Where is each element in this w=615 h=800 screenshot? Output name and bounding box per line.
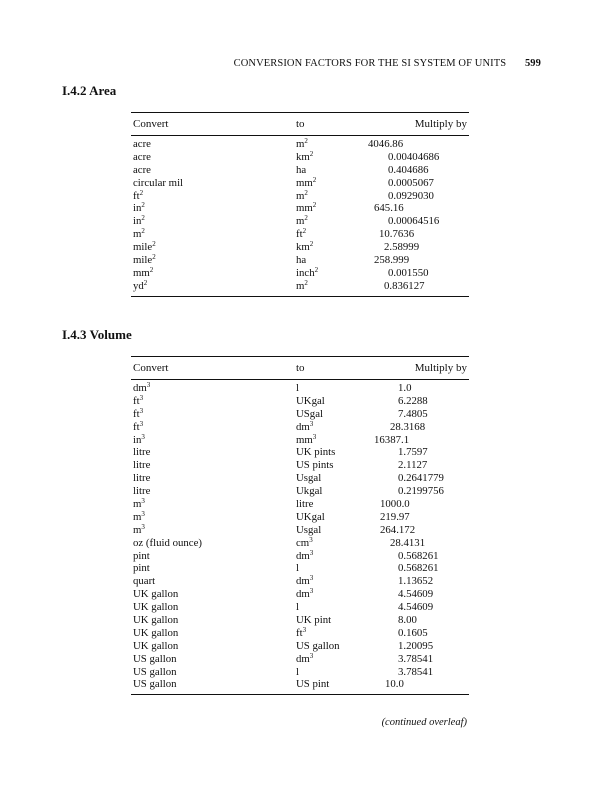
cell-multiply-by [388, 215, 439, 228]
cell-multiply-by [380, 511, 410, 524]
cell-multiply-by [388, 164, 429, 177]
cell-convert [133, 627, 178, 640]
cell-to [296, 678, 329, 691]
table-row [131, 241, 469, 254]
cell-to-text: ft [296, 626, 303, 639]
cell-to-text: km [296, 241, 310, 254]
cell-to-text: cm [296, 536, 310, 549]
table-body [131, 136, 469, 296]
cell-to-text: l [296, 665, 299, 678]
cell-multiply-by-text: 264.172 [380, 523, 416, 536]
cell-convert [133, 254, 156, 267]
cell-to [296, 459, 334, 472]
cell-to-text: Ukgal [296, 485, 323, 498]
table-row [131, 151, 469, 164]
cell-convert-text: oz (fluid ounce) [133, 536, 202, 549]
cell-to [296, 267, 318, 280]
cell-multiply-by-text: 1.0 [398, 382, 412, 394]
section-heading-volume: I.4.3 Volume [62, 327, 132, 342]
table-row [131, 177, 469, 190]
table-row [131, 472, 469, 485]
table-row [131, 550, 469, 563]
cell-to-exponent: 2 [309, 240, 314, 249]
cell-convert [133, 459, 150, 472]
cell-multiply-by [388, 151, 439, 164]
cell-convert [133, 228, 145, 241]
cell-to-text: ha [296, 163, 307, 176]
cell-multiply-by [388, 267, 429, 280]
cell-convert-exponent: 3 [141, 497, 145, 506]
cell-to-text: UKgal [296, 394, 325, 407]
cell-convert [133, 562, 150, 575]
table-row [131, 215, 469, 228]
cell-multiply-by [398, 640, 433, 653]
cell-convert-text: litre [133, 446, 151, 459]
cell-convert-text: ft [133, 420, 140, 433]
cell-convert [133, 138, 151, 151]
cell-convert-text: UK gallon [133, 614, 179, 627]
cell-to [296, 228, 306, 241]
cell-to [296, 550, 313, 563]
section-heading-area: I.4.2 Area [62, 83, 117, 98]
cell-multiply-by-text: 4.54609 [398, 588, 434, 601]
cell-multiply-by-text: 28.3168 [390, 420, 426, 433]
cell-to-text: m [296, 138, 305, 150]
cell-convert-exponent: 2 [139, 188, 144, 197]
cell-convert [133, 666, 177, 679]
cell-convert-text: m [133, 523, 142, 536]
cell-multiply-by-text: 0.0929030 [388, 189, 434, 202]
cell-to-text: m [296, 189, 305, 202]
cell-multiply-by-text: 4.54609 [398, 601, 434, 614]
cell-multiply-by [384, 241, 419, 254]
table-row [131, 408, 469, 421]
cell-to [296, 434, 316, 447]
cell-multiply-by-text: 2.1127 [398, 459, 428, 472]
table-row [131, 421, 469, 434]
cell-to [296, 485, 322, 498]
column-header-convert: Convert [133, 118, 169, 130]
table-row [131, 537, 469, 550]
cell-to [296, 562, 299, 575]
cell-convert-text: m [133, 498, 142, 511]
cell-to [296, 177, 316, 190]
cell-to-exponent: 3 [309, 587, 314, 596]
cell-to-text: Usgal [296, 472, 322, 485]
cell-convert-text: m [133, 510, 142, 523]
cell-convert-text: US gallon [133, 678, 177, 691]
cell-convert-text: acre [133, 163, 151, 176]
cell-to [296, 640, 340, 653]
cell-multiply-by-text: 16387.1 [374, 433, 410, 446]
cell-to-exponent: 3 [312, 432, 317, 441]
cell-multiply-by [398, 485, 444, 498]
cell-convert [133, 653, 177, 666]
cell-to-text: USgal [296, 407, 323, 420]
cell-multiply-by [398, 550, 439, 563]
column-header-to: to [296, 118, 305, 130]
cell-multiply-by-text: 10.0 [385, 678, 404, 691]
cell-to-text: mm [296, 176, 313, 189]
cell-multiply-by [374, 434, 409, 447]
table-row [131, 678, 469, 691]
cell-multiply-by [384, 280, 425, 293]
cell-to-text: US pint [296, 678, 330, 691]
cell-multiply-by [379, 228, 414, 241]
cell-to-text: Usgal [296, 523, 322, 536]
cell-convert-text: pint [133, 549, 150, 562]
cell-multiply-by-text: 3.78541 [398, 652, 434, 665]
cell-to-text: dm [296, 575, 310, 588]
table-row [131, 588, 469, 601]
cell-convert [133, 434, 145, 447]
running-head [0, 58, 541, 69]
cell-convert-exponent: 3 [139, 406, 144, 415]
table-header [131, 357, 469, 380]
cell-multiply-by-text: 1.20095 [398, 639, 434, 652]
cell-convert [133, 588, 178, 601]
cell-convert-text: litre [133, 459, 151, 472]
cell-to [296, 164, 306, 177]
cell-to-text: m [296, 279, 305, 292]
cell-multiply-by [390, 421, 425, 434]
cell-to-exponent: 2 [304, 137, 308, 145]
cell-to [296, 280, 308, 293]
cell-to [296, 421, 313, 434]
column-header-convert: Convert [133, 362, 169, 374]
cell-to-text: UK pint [296, 614, 332, 627]
cell-to [296, 614, 331, 627]
cell-to-exponent: 3 [309, 535, 313, 544]
cell-to-text: dm [296, 420, 310, 433]
cell-to [296, 588, 313, 601]
cell-convert [133, 575, 155, 588]
cell-multiply-by-text: 1.7597 [398, 446, 428, 459]
cell-to-text: dm [296, 652, 310, 665]
cell-to [296, 653, 313, 666]
cell-convert-exponent: 2 [141, 227, 145, 236]
cell-to-text: inch [296, 266, 315, 279]
cell-convert-text: UK gallon [133, 626, 179, 639]
cell-multiply-by-text: 0.00064516 [388, 215, 440, 228]
cell-to-text: ha [296, 254, 307, 267]
cell-to-exponent: 2 [312, 201, 317, 210]
cell-convert [133, 550, 150, 563]
table-row [131, 614, 469, 627]
cell-convert [133, 472, 150, 485]
continued-note: (continued overleaf) [381, 717, 467, 728]
cell-to-exponent: 2 [302, 227, 307, 236]
cell-multiply-by [385, 678, 404, 691]
cell-to-text: UK pints [296, 446, 336, 459]
table-row [131, 653, 469, 666]
cell-to-exponent: 3 [309, 419, 314, 428]
table-header [131, 113, 469, 136]
table-row [131, 498, 469, 511]
cell-convert-text: mm [133, 266, 150, 279]
cell-multiply-by [398, 382, 412, 395]
cell-to-exponent: 2 [314, 265, 319, 274]
cell-to [296, 382, 299, 395]
cell-convert-exponent: 3 [139, 419, 144, 428]
cell-multiply-by [390, 537, 425, 550]
table-row [131, 190, 469, 203]
running-head-title: CONVERSION FACTORS FOR THE SI SYSTEM OF UNITS [233, 58, 507, 69]
volume-table [131, 356, 469, 695]
cell-convert-text: litre [133, 472, 151, 485]
cell-multiply-by [398, 601, 433, 614]
cell-convert-exponent: 2 [152, 240, 156, 249]
cell-to [296, 537, 313, 550]
table-row [131, 202, 469, 215]
cell-multiply-by-text: 645.16 [374, 202, 404, 215]
cell-multiply-by [388, 190, 434, 203]
cell-to-text: dm [296, 549, 310, 562]
cell-convert [133, 280, 147, 293]
cell-multiply-by [398, 575, 433, 588]
table-row [131, 138, 469, 151]
cell-multiply-by [398, 614, 417, 627]
cell-convert-text: in [133, 433, 142, 446]
cell-convert-exponent: 3 [139, 393, 144, 402]
cell-convert [133, 395, 143, 408]
table-row [131, 382, 469, 395]
cell-convert [133, 511, 145, 524]
cell-to-exponent: 2 [309, 149, 314, 158]
cell-to-text: US gallon [296, 639, 340, 652]
cell-multiply-by [368, 138, 403, 151]
cell-multiply-by-text: 0.00404686 [388, 150, 440, 163]
cell-convert-text: UK gallon [133, 588, 179, 601]
cell-convert [133, 421, 143, 434]
cell-to [296, 446, 335, 459]
cell-to [296, 215, 308, 228]
cell-to [296, 138, 308, 151]
cell-multiply-by-text: 0.2199756 [398, 485, 444, 498]
cell-to-text: dm [296, 588, 310, 601]
cell-to-exponent: 3 [309, 548, 314, 557]
cell-multiply-by-text: 0.1605 [398, 626, 428, 639]
cell-convert-text: ft [133, 407, 140, 420]
table-row [131, 254, 469, 267]
cell-multiply-by-text: 0.568261 [398, 562, 439, 575]
cell-multiply-by [398, 459, 427, 472]
cell-multiply-by-text: 258.999 [374, 254, 410, 267]
cell-convert [133, 151, 151, 164]
table-row [131, 640, 469, 653]
cell-multiply-by [374, 254, 409, 267]
cell-convert-text: US gallon [133, 652, 177, 665]
cell-multiply-by-text: 1.13652 [398, 575, 434, 588]
cell-convert-text: circular mil [133, 176, 184, 189]
cell-to-exponent: 2 [304, 188, 308, 197]
table-row [131, 627, 469, 640]
table-row [131, 666, 469, 679]
cell-multiply-by-text: 219.97 [380, 510, 410, 523]
cell-convert-text: US gallon [133, 665, 177, 678]
cell-to-text: ft [296, 228, 303, 241]
table-row [131, 485, 469, 498]
cell-to-exponent: 2 [312, 175, 317, 184]
cell-multiply-by [398, 408, 428, 421]
cell-convert-text: mile [133, 254, 153, 267]
cell-multiply-by-text: 4046.86 [368, 138, 404, 150]
cell-convert [133, 640, 178, 653]
cell-to [296, 627, 306, 640]
cell-convert [133, 164, 151, 177]
cell-convert-text: litre [133, 485, 151, 498]
cell-convert [133, 382, 150, 395]
cell-multiply-by [398, 588, 433, 601]
cell-to-text: UKgal [296, 510, 325, 523]
cell-convert [133, 408, 143, 421]
table-row [131, 280, 469, 293]
cell-to-text: l [296, 382, 299, 394]
table-row [131, 228, 469, 241]
column-header-multiply-by: Multiply by [414, 362, 467, 374]
cell-to-text: US pints [296, 459, 334, 472]
cell-multiply-by-text: 0.836127 [384, 279, 425, 292]
cell-convert-exponent: 2 [143, 278, 148, 287]
cell-convert-text: pint [133, 562, 150, 575]
table-row [131, 395, 469, 408]
cell-multiply-by [398, 395, 428, 408]
cell-convert-text: UK gallon [133, 601, 179, 614]
cell-multiply-by [398, 653, 433, 666]
cell-multiply-by-text: 28.4131 [390, 536, 426, 549]
cell-convert-text: ft [133, 394, 140, 407]
cell-convert-exponent: 2 [149, 265, 154, 274]
cell-multiply-by [398, 562, 439, 575]
cell-multiply-by-text: 0.568261 [398, 549, 439, 562]
cell-convert [133, 446, 150, 459]
cell-to-exponent: 3 [309, 574, 314, 583]
cell-convert-exponent: 3 [141, 432, 145, 441]
cell-to [296, 472, 321, 485]
cell-to [296, 666, 299, 679]
table-row [131, 267, 469, 280]
page-number: 599 [524, 58, 541, 69]
cell-convert-exponent: 2 [141, 214, 145, 223]
cell-multiply-by-text: 3.78541 [398, 665, 434, 678]
cell-to [296, 498, 313, 511]
cell-multiply-by [380, 498, 410, 511]
cell-to [296, 151, 313, 164]
cell-convert-exponent: 3 [141, 522, 145, 531]
cell-to-text: m [296, 215, 305, 228]
cell-convert-text: acre [133, 138, 151, 150]
cell-multiply-by-text: 0.2641779 [398, 472, 444, 485]
cell-to-text: l [296, 562, 299, 575]
area-table [131, 112, 469, 297]
cell-convert-text: UK gallon [133, 639, 179, 652]
cell-to [296, 408, 323, 421]
table-row [131, 562, 469, 575]
cell-to-text: km [296, 150, 310, 163]
cell-convert-text: in [133, 215, 142, 228]
cell-multiply-by-text: 6.2288 [398, 394, 428, 407]
cell-to [296, 395, 325, 408]
cell-multiply-by [374, 202, 404, 215]
cell-to [296, 511, 325, 524]
cell-convert [133, 524, 145, 537]
table-row [131, 524, 469, 537]
cell-convert-exponent: 3 [141, 509, 145, 518]
cell-convert [133, 601, 178, 614]
column-header-to: to [296, 362, 305, 374]
cell-to-text: mm [296, 433, 313, 446]
cell-convert-exponent: 2 [152, 253, 156, 262]
cell-convert [133, 498, 145, 511]
cell-convert [133, 537, 202, 550]
table-row [131, 459, 469, 472]
cell-convert [133, 267, 153, 280]
table-body [131, 380, 469, 694]
cell-convert [133, 177, 183, 190]
cell-convert-text: ft [133, 189, 140, 202]
cell-convert-text: in [133, 202, 142, 215]
cell-convert-text: acre [133, 150, 151, 163]
table-row [131, 511, 469, 524]
table-row [131, 601, 469, 614]
cell-multiply-by [380, 524, 415, 537]
cell-multiply-by-text: 7.4805 [398, 407, 428, 420]
table-row [131, 446, 469, 459]
cell-multiply-by [398, 446, 428, 459]
column-header-multiply-by: Multiply by [414, 118, 467, 130]
cell-multiply-by-text: 1000.0 [380, 498, 410, 511]
cell-to-exponent: 3 [309, 651, 314, 660]
table-row [131, 164, 469, 177]
cell-convert-text: m [133, 228, 142, 241]
cell-convert-text: yd [133, 279, 144, 292]
cell-to-exponent: 2 [304, 214, 308, 223]
cell-multiply-by-text: 0.0005067 [388, 176, 434, 189]
cell-multiply-by [388, 177, 434, 190]
cell-to-text: mm [296, 202, 313, 215]
cell-multiply-by-text: 10.7636 [379, 228, 415, 241]
cell-multiply-by-text: 0.001550 [388, 266, 429, 279]
cell-to [296, 254, 306, 267]
cell-multiply-by [398, 666, 433, 679]
cell-convert-exponent: 3 [146, 381, 151, 389]
table-row [131, 434, 469, 447]
cell-convert-exponent: 2 [141, 201, 145, 210]
cell-convert-text: quart [133, 575, 156, 588]
cell-convert-text: dm [133, 382, 147, 394]
cell-convert [133, 614, 178, 627]
cell-multiply-by [398, 472, 444, 485]
cell-multiply-by-text: 8.00 [398, 614, 417, 627]
cell-to-exponent: 2 [304, 278, 308, 287]
cell-convert-text: mile [133, 241, 153, 254]
cell-to-exponent: 3 [302, 625, 307, 634]
cell-multiply-by [398, 627, 428, 640]
cell-multiply-by-text: 0.404686 [388, 163, 429, 176]
cell-to [296, 524, 321, 537]
cell-convert [133, 678, 177, 691]
cell-multiply-by-text: 2.58999 [384, 241, 420, 254]
cell-to [296, 601, 299, 614]
table-row [131, 575, 469, 588]
cell-to [296, 190, 308, 203]
cell-to [296, 241, 313, 254]
cell-to-text: l [296, 601, 299, 614]
cell-to-text: litre [296, 498, 314, 511]
